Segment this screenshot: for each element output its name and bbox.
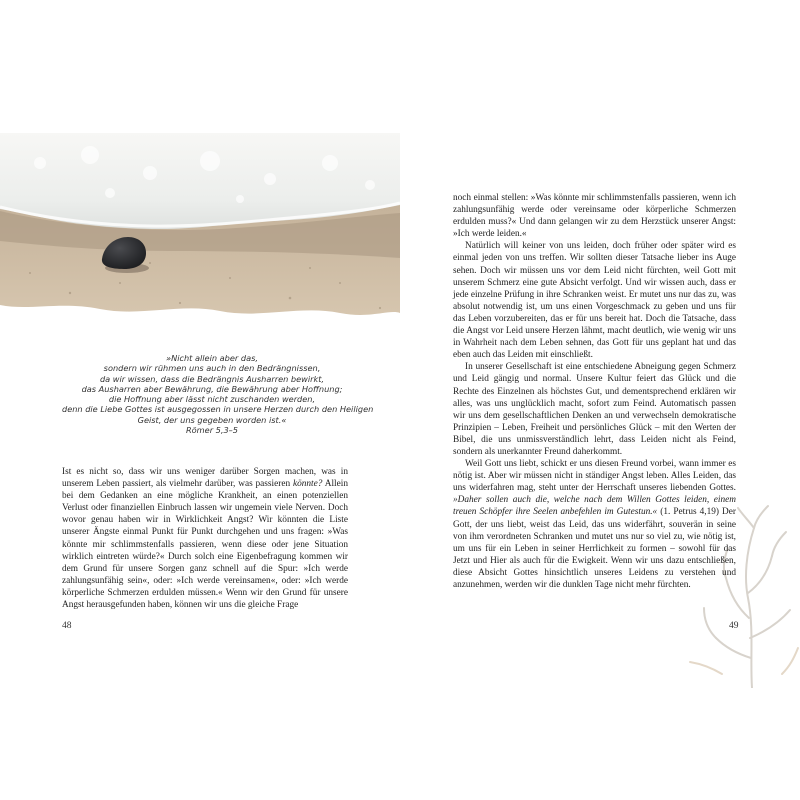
bible-quote — [62, 353, 374, 436]
emphasis-text: »Daher sollen auch die, welche nach dem Willen Gottes leiden, einem treuen Schöpfer ihre Seelen anbefehlen im Gutestun.« — [453, 495, 736, 518]
paragraph-text: Ist es nicht so, dass wir uns weniger darüber Sorgen machen, was in unserem Leben passiert, als vielmehr darüber, was passieren — [62, 467, 348, 490]
paragraph-text: Natürlich will keiner von uns leiden, doch früher oder später wird es einmal jeden von uns treffen. Wir sollten dieser Tatsache lieber ins Auge sehen. Doch wir müssen uns vor dem Leid nicht fürchten, weil Gott mit unserem Schmerz eine gute Absicht verfolgt. Und wir wissen auch, dass er jede einzelne Prüfung in ihre Schranken weist. Er mutet uns nur das zu, was absolut notwendig ist, um uns einen Vorgeschmack zu geben und uns für das Leben vorzubereiten, das er für uns bereit hat. Doch die Tatsache, dass die Angst vor Leid unsere Herzen lähmt, macht deutlich, wie wenig wir uns in Wahrheit nach dem Leben sehnen, das Gott für uns geplant hat und das eben auch das Leiden mit einschließt. — [453, 241, 736, 361]
quote-line: sondern wir rühmen uns auch in den Bedrängnissen, — [103, 363, 321, 374]
right-page — [400, 0, 800, 800]
section-title: Die Angst vor Leid — [138, 318, 262, 332]
beach-stone-photo — [0, 133, 400, 328]
paragraph-text: Allein bei dem Gedanken an eine mögliche Krankheit, an einen potenziellen Verlust oder finanziellen Einbruch lassen wir ungemein viele Nerven. Doch wovor genau haben wir in Wirklichkeit Angst? Wir könnten die Liste unserer Ängste einmal Punkt für Punkt durchgehen und uns fragen: »Was könnte mir schlimmstenfalls passieren, wenn diese oder jene Situation wirklich eintreten würde?« Durch solch eine Eigenbefragung kommen wir dem Grund für unsere Sorgen ganz schnell auf die Spur: »Ich werde zahlungsunfähig sein«, oder: »Ich werde vereinsamen«, oder: »Ich werde körperliche Schmerzen erdulden müssen.« Wenn wir den Grund für unsere Angst herausgefunden haben, können wir uns die gleiche Frage — [62, 479, 348, 611]
paragraph-text: (1. Petrus 4,19) Der Gott, der uns liebt, weist das Leid, das uns widerfährt, souverän in seine von ihm verordneten Schranken und mutet uns nur so viel zu, wie nötig ist, um uns für ein Leben in seiner Herrlichkeit zu formen – sowohl für das Jetzt und Hier als auch für die Ewigkeit. Wenn wir uns dazu entschließen, diese Absicht Gottes hinsichtlich unseres Leidens zu verstehen und anzunehmen, werden wir die dunklen Tage nicht mehr fürchten. — [453, 507, 736, 590]
emphasis-text: könnte? — [292, 479, 323, 490]
paragraph-text: noch einmal stellen: »Was könnte mir schlimmstenfalls passieren, wenn ich zahlungsunfähig werde oder vereinsame oder körperliche Schmerzen erdulden muss?« Und dann gelangen wir zu dem Herzstück unserer Angst: »Ich werde leiden.« — [453, 193, 736, 240]
paragraph — [453, 458, 736, 591]
quote-line: »Nicht allein aber das, — [166, 353, 258, 363]
paragraph — [453, 240, 736, 361]
paragraph — [62, 466, 348, 611]
quote-line: da wir wissen, dass die Bedrängnis Ausharren bewirkt, — [99, 373, 325, 384]
quote-line: das Ausharren aber Bewährung, die Bewährung aber Hoffnung; — [81, 383, 343, 394]
quote-reference: Römer 5,3–5 — [185, 425, 238, 436]
paragraph-text: In unserer Gesellschaft ist eine entschiedene Abneigung gegen Schmerz und Leid gängig und normal. Unsere Kultur feiert das Glück und die Rechte des Einzelnen als höchstes Gut, und dementsprechend erklären wir alles, was uns unglücklich macht, sofort zum Feind. Automatisch passen wir uns dem gesellschaftlichen Denken an und verwechseln demokratische Prinzipien – Leben, Freiheit und persönliches Glück – mit den Werten der Bibel, die uns unmissverständlich lehrt, dass Leiden nicht als Feind, sondern als unerkannter Freund daherkommt. — [453, 362, 736, 457]
paragraph — [453, 361, 736, 458]
right-body-text — [453, 192, 736, 591]
left-body-text — [62, 466, 348, 611]
quote-line: die Hoffnung aber lässt nicht zuschanden werden, — [108, 394, 316, 405]
page-number-right: 49 — [729, 621, 739, 631]
paragraph — [453, 192, 736, 240]
paragraph-text: Weil Gott uns liebt, schickt er uns diesen Freund vorbei, wann immer es nötig ist. Aber wir müssen nicht in ständiger Angst leben. Alles Leiden, das uns widerfahren mag, steht unter der Herrschaft unseres liebenden Gottes. — [453, 459, 736, 494]
page-number-left: 48 — [62, 621, 72, 631]
quote-line: Geist, der uns gegeben worden ist.« — [137, 414, 287, 425]
quote-line: denn die Liebe Gottes ist ausgegossen in unsere Herzen durch den Heiligen — [62, 404, 374, 415]
